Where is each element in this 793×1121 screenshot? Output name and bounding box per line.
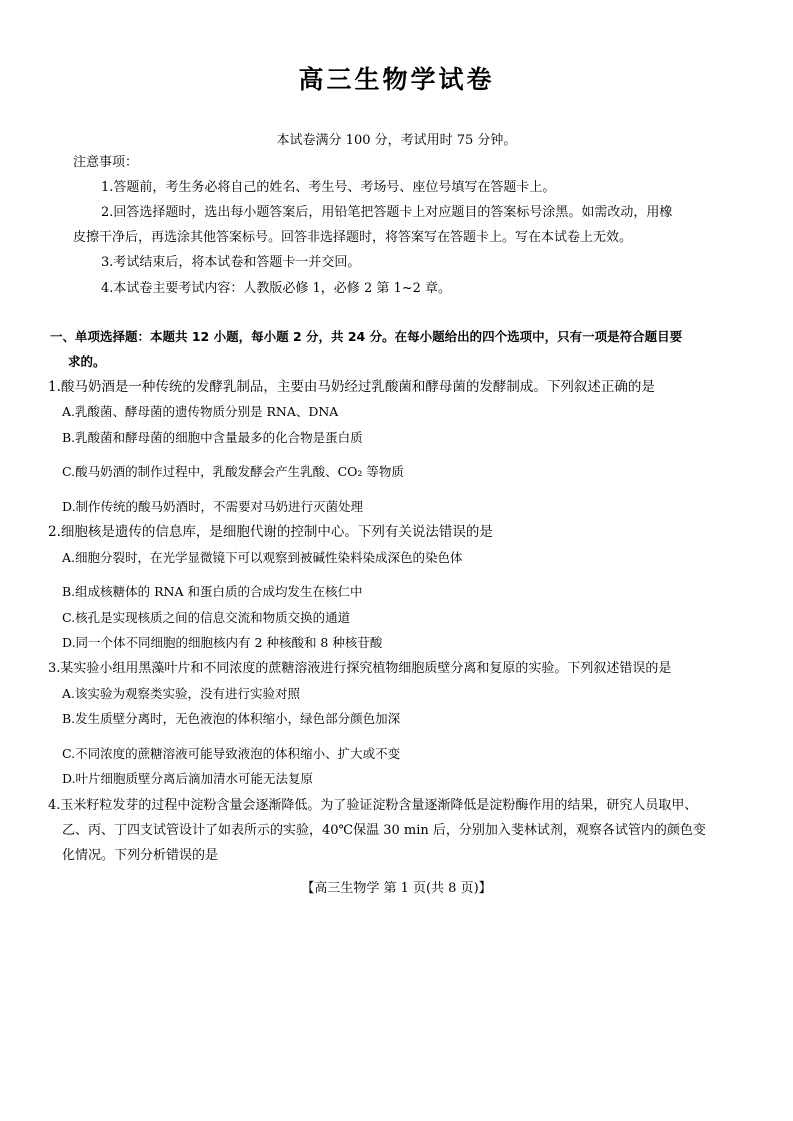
question-3-option-d: D.叶片细胞质壁分离后滴加清水可能无法复原	[62, 771, 314, 786]
notice-item-2: 2.回答选择题时，选出每小题答案后，用铅笔把答题卡上对应题目的答案标号涂黑。如需改动，用橡	[101, 205, 673, 220]
question-3-option-c: C.不同浓度的蔗糖溶液可能导致液泡的体积缩小、扩大或不变	[62, 746, 401, 761]
question-1-option-b: B.乳酸菌和酵母菌的细胞中含量最多的化合物是蛋白质	[62, 430, 363, 445]
question-2-option-d: D.同一个体不同细胞的细胞核内有 2 种核酸和 8 种核苷酸	[62, 635, 383, 650]
question-1-option-c: C.酸马奶酒的制作过程中，乳酸发酵会产生乳酸、CO₂ 等物质	[62, 464, 404, 479]
question-1-option-d: D.制作传统的酸马奶酒时，不需要对马奶进行灭菌处理	[62, 499, 364, 514]
question-1-option-a: A.乳酸菌、酵母菌的遗传物质分别是 RNA、DNA	[62, 404, 339, 419]
notice-item-2-continued: 皮擦干净后，再选涂其他答案标号。回答非选择题时，将答案写在答题卡上。写在本试卷上无效。	[73, 230, 633, 245]
notice-item-4: 4.本试卷主要考试内容：人教版必修 1，必修 2 第 1~2 章。	[101, 281, 452, 296]
question-4-stem-line-3: 化情况。下列分析错误的是	[62, 848, 219, 863]
question-2-option-a: A.细胞分裂时，在光学显微镜下可以观察到被碱性染料染成深色的染色体	[62, 550, 463, 565]
question-1-stem: 1.酸马奶酒是一种传统的发酵乳制品，主要由马奶经过乳酸菌和酵母菌的发酵制成。下列叙述正确的是	[48, 379, 655, 395]
question-2-option-c: C.核孔是实现核质之间的信息交流和物质交换的通道	[62, 610, 351, 625]
notice-item-1: 1.答题前，考生务必将自己的姓名、考生号、考场号、座位号填写在答题卡上。	[101, 180, 556, 195]
notice-item-3: 3.考试结束后，将本试卷和答题卡一并交回。	[101, 255, 361, 270]
page-title: 高三生物学试卷	[298, 65, 495, 94]
question-3-option-a: A.该实验为观察类实验，没有进行实验对照	[62, 686, 301, 701]
section-heading-continued: 求的。	[68, 354, 106, 369]
question-3-stem: 3.某实验小组用黑藻叶片和不同浓度的蔗糖溶液进行探究植物细胞质壁分离和复原的实验。下列叙述错误的是	[48, 661, 672, 676]
question-3-option-b: B.发生质壁分离时，无色液泡的体积缩小，绿色部分颜色加深	[62, 711, 401, 726]
page-footer: 【高三生物学 第 1 页(共 8 页)】	[301, 881, 492, 896]
notice-heading: 注意事项：	[73, 155, 139, 170]
score-time-info: 本试卷满分 100 分，考试用时 75 分钟。	[276, 133, 517, 148]
section-heading: 一、单项选择题：本题共 12 小题，每小题 2 分，共 24 分。在每小题给出的四个选项中，只有一项是符合题目要	[50, 329, 683, 344]
question-2-option-b: B.组成核糖体的 RNA 和蛋白质的合成均发生在核仁中	[62, 584, 363, 599]
question-4-stem-line-2: 乙、丙、丁四支试管设计了如表所示的实验，40℃保温 30 min 后，分别加入斐林试剂，观察各试管内的颜色变	[62, 823, 706, 838]
question-4-stem-line-1: 4.玉米籽粒发芽的过程中淀粉含量会逐渐降低。为了验证淀粉含量逐渐降低是淀粉酶作用的结果，研究人员取甲、	[48, 798, 698, 813]
question-2-stem: 2.细胞核是遗传的信息库，是细胞代谢的控制中心。下列有关说法错误的是	[48, 524, 493, 540]
